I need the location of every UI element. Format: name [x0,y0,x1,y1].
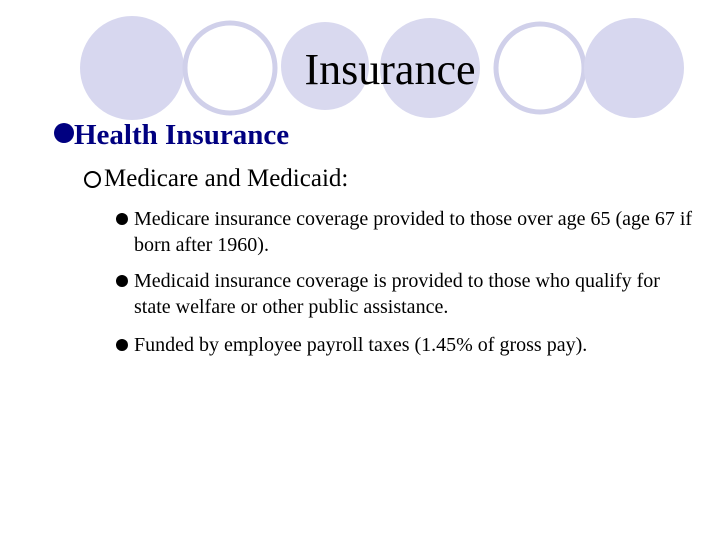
subheading-text: Medicare and Medicaid: [104,165,349,192]
slide-title: Insurance [304,45,476,94]
filled-circle-bullet-icon [116,213,128,225]
heading-text: Health Insurance [74,119,290,151]
list-item [116,268,706,320]
filled-circle-bullet-icon [116,275,128,287]
list-item [116,332,706,358]
hollow-circle-bullet-icon [84,171,101,188]
filled-circle-bullet-icon [116,339,128,351]
list-item-text: Medicaid insurance coverage is provided to those who qualify for state welfare or other public assistance. [134,270,660,318]
list-item-text: Medicare insurance coverage provided to those over age 65 (age 67 if born after 1960). [134,208,693,256]
list-item [116,206,706,258]
filled-circle-bullet-icon [54,123,74,143]
list-item-text: Funded by employee payroll taxes (1.45% of gross pay). [134,334,588,356]
